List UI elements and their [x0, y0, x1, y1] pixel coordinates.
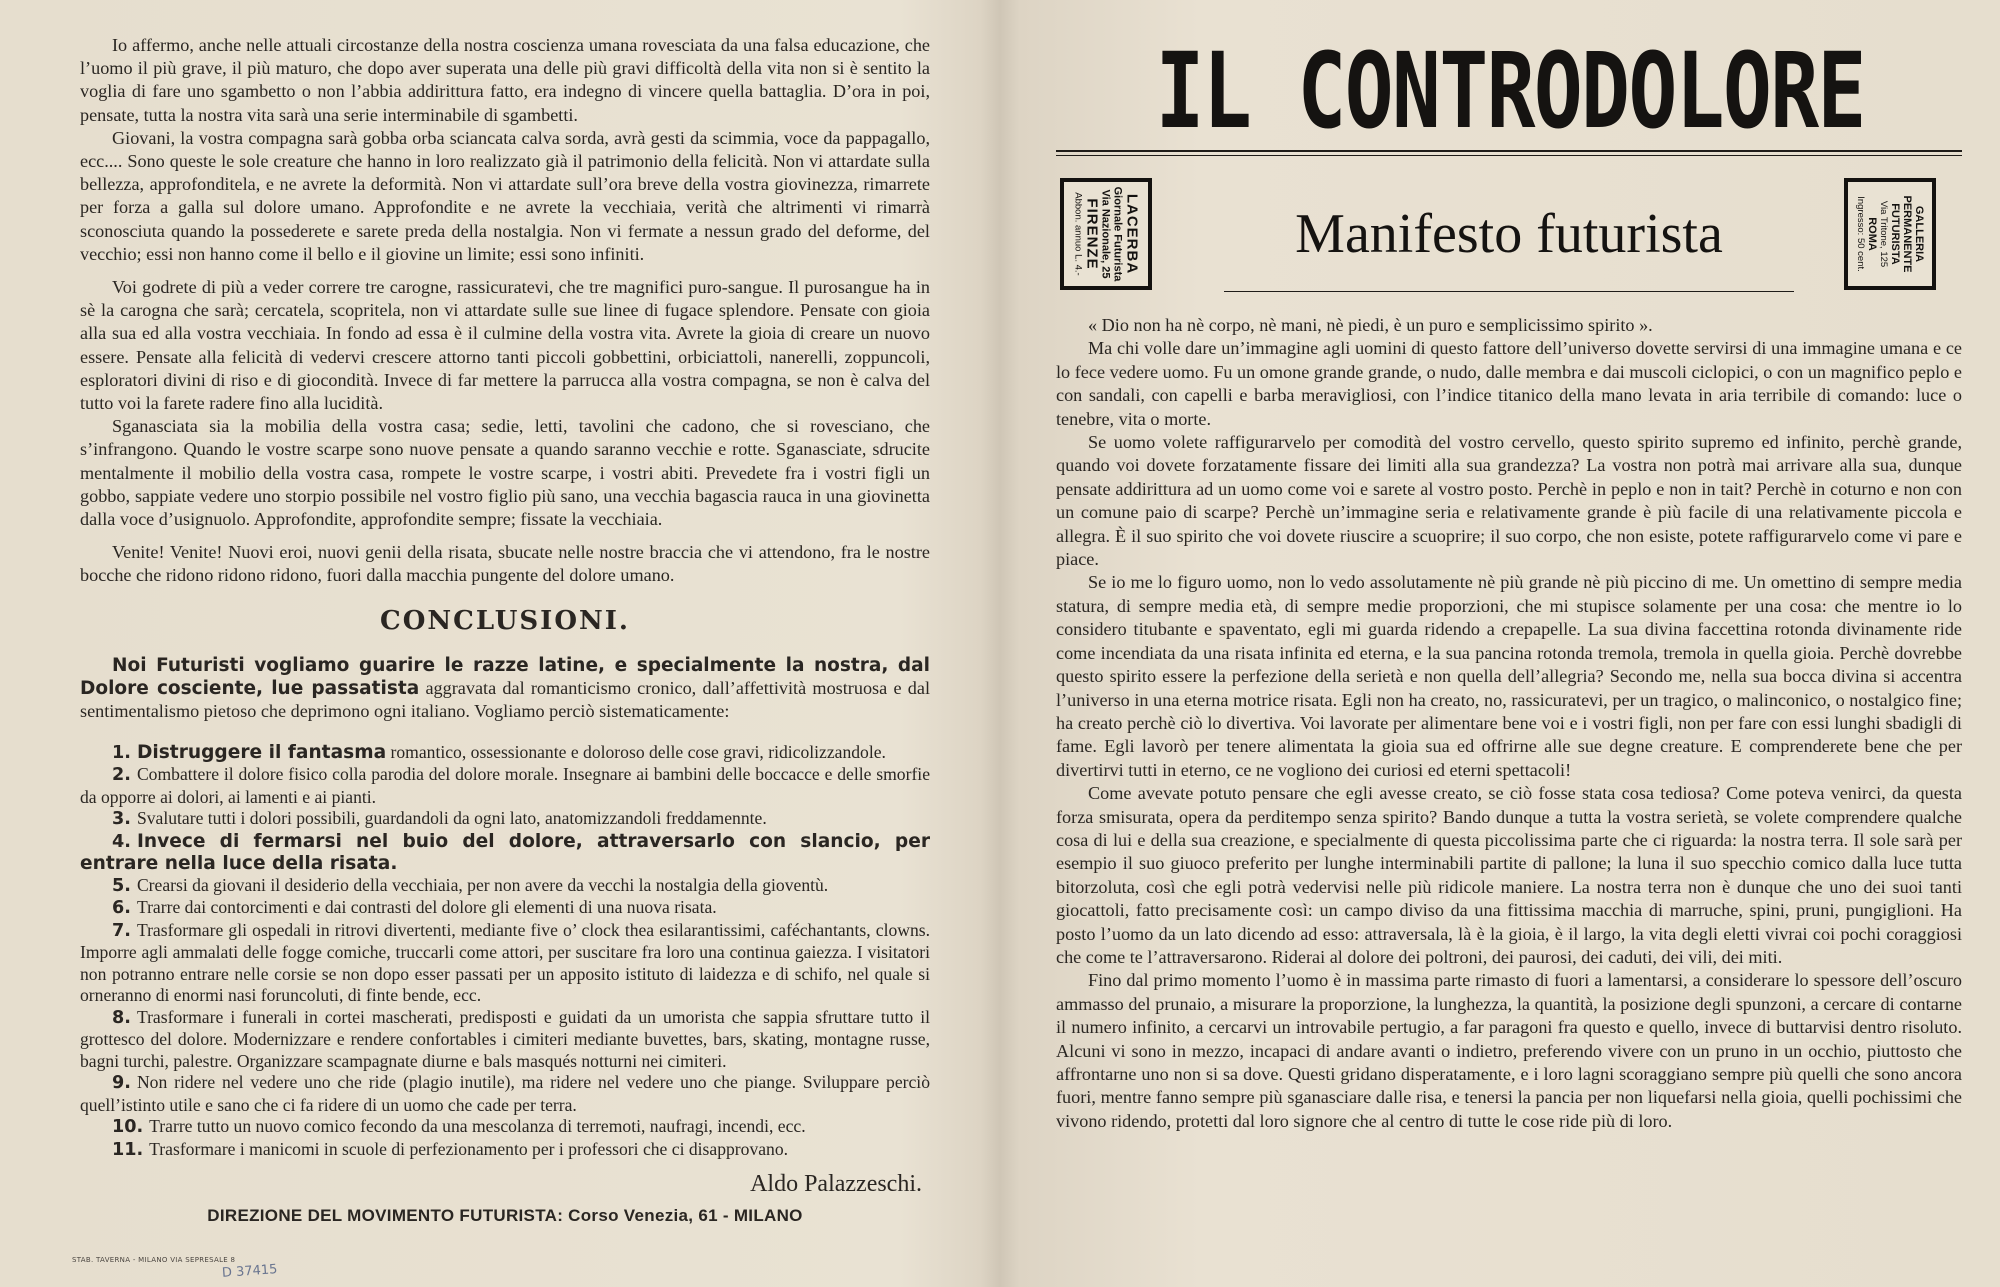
galleria-ticket: Ingresso: 50 cent. — [1855, 196, 1866, 272]
left-paragraph-5: Venite! Venite! Nuovi eroi, nuovi genii della risata, sbucate nelle nostre braccia che vi attendono, fra le nostre bocche che ridono ridono ridono, fuori dalla macchia pungente del dolore umano. — [80, 542, 930, 586]
conclusion-item-5 — [80, 875, 930, 898]
item-number: 1. — [112, 742, 131, 763]
conclusions-list — [80, 742, 930, 1162]
conclusion-item-9 — [80, 1072, 930, 1116]
item-text: Trasformare i funerali in cortei mascherati, predisposti e guidati da un umorista che sappia sfruttare tutto il grottesco del dolore. Modernizzare e rendere confortables i cimiteri mediante buvettes, bars, skating, montagne russe, bagni turchi, palestre. Organizzare scampagnate diurne e bals masqués notturni nei cimiteri. — [80, 1006, 930, 1071]
item-number: 2. — [112, 765, 131, 786]
lacerba-box-text — [1073, 185, 1140, 283]
item-text: Svalutare tutti i dolori possibili, guardandoli da ogni lato, anatomizzandoli freddamennte. — [136, 808, 767, 829]
galleria-box-text — [1855, 185, 1925, 283]
item-number: 8. — [112, 1007, 131, 1028]
right-paragraph-4: Come avevate potuto pensare che egli avesse creato, se ciò fosse stata cosa tediosa? Come poteva venirci, da questa forza smisurata, opera da perditempo senza spirito? Bando dunque a tutta la vostra serietà, se volete comprendere qualche cosa di lui e della sua creazione, e specialmente di questa piccolissima parte che ci riguarda: la nostra terra. Il sole sarà per esempio il suo giuoco preferito per lunghe interminabili partite di pallone; la luna il suo specchio comico dalla luce tutta bitorzoluta, così che egli potrà vedervisi nelle più ridicole maniere. La nostra terra non è dunque che uno dei suoi tanti giocattoli, fatto precisamente così: un campo diviso da una fittissima macchia di marruche, spini, pruni, pungiglioni. Ha posto l’uomo da un lato dicendo ad esso: attraversala, là è la gioia, è il largo, la vita degli eletti vivrai coi pochi coraggiosi che come te l’attraversarono. Riderai al dolore dei poltroni, dei paurosi, dei caduti, dei vili, dei miti. — [1056, 783, 1962, 967]
item-number: 11. — [112, 1139, 144, 1160]
conclusion-item-7 — [80, 920, 930, 1007]
right-paragraph-2: Se uomo volete raffigurarvelo per comodità del vostro cervello, questo spirito supremo ed infinito, perchè grande, quando voi dovete forzatamente fissare dei limiti alla sua grandezza? La vostra non potrà mai arrivare alla sua, dunque pensate addirittura ad un uomo come voi e sarete al vostro posto. Perchè in peplo e non in tait? Perchè in coturno e non con un comune paio di scarpe? Perchè un’immagine seria e relativamente grande è più facile di una relativamente piccola e allegra. È il suo spirito che voi dovete riuscire a scuoprire; il suo corpo, che non esiste, potete raffigurarvelo come vi pare e piace. — [1056, 432, 1962, 570]
item-number: 6. — [112, 898, 131, 919]
galleria-line-1: GALLERIA — [1913, 205, 1925, 263]
right-quote: « Dio non ha nè corpo, nè mani, nè piedi, è un puro e semplicissimo spirito ». — [1088, 315, 1653, 335]
item-number: 10. — [112, 1117, 144, 1138]
item-text: Combattere il dolore fisico colla parodia del dolore morale. Insegnare ai bambini delle boccacce e delle smorfie da opporre ai dolori, ai lamenti e ai pianti. — [80, 764, 930, 807]
galleria-line-3: FUTURISTA — [1889, 203, 1901, 265]
item-text: Trarre tutto un nuovo comico fecondo da una mescolanza di terremoti, naufragi, incendi, ecc. — [149, 1116, 806, 1137]
item-bold: Distruggere il fantasma — [136, 741, 387, 763]
right-paragraph-5: Fino dal primo momento l’uomo è in massima parte rimasto di fuori a lamentarsi, a considerare lo spessore dell’oscuro ammasso del prunaio, a misurare la proporzione, la lunghezza, la quantità, la posizione degli spunzoni, a cercare di contarne il numero infinito, a cercarvi un introvabile pertugio, a far paragoni fra questo e quello, invece di buttarvisi dentro risoluto. Alcuni vi sono in mezzo, incapaci di andare avanti o indietro, preferendo vivere con un pruno in un occhio, piuttosto che affrontarne uno non si sa dove. Questi gridano disperatamente, e i loro lagni scoraggiano sempre più quelli che sono ancora fuori, mentre fanno sempre più sganasciare dalle risa, e tenersi la pancia per non liquefarsi nella gioia, quelli pochissimi che vivono ridendo, protetti dal loro signore che al centro di tutte le cose ride più di loro. — [1056, 970, 1962, 1131]
main-title: IL CONTRODOLORE — [1155, 30, 1865, 152]
right-paragraph-3: Se io me lo figuro uomo, non lo vedo assolutamente nè più grande nè più piccino di me. Un omettino di sempre media statura, di sempre media età, di sempre medie proporzioni, che mi stupisce solamente per una cosa: che mentre io lo considero titubante e spaventato, egli mi guarda ridendo a crepapelle. La sua divina faccettina rotonda divinamente ride come incendiata da una risata infinita ed eterna, e la sua pancina rotonda tremola, tremola in quella gioia. Perchè dovrebbe questo spirito essere la perfezione della serietà e non quella dell’allegria? Secondo me, nella sua bocca divina si accentra l’universo in una eterna motrice risata. Egli non ha creato, no, rassicuratevi, per un tragico, o malinconico, o nostalgico fine; ha creato perchè ciò lo divertiva. Voi lavorate per alimentare bene voi e i vostri figli, non per fare con essi lunghi sbadigli di fame. Egli lavorò per tenere alimentata la gioia sua ed offrirne alle sue degne creature. E comprenderete bene che per divertirvi tutti in eterno, ce ne vogliono dei curiosi ed eterni spettacoli! — [1056, 572, 1962, 780]
item-number: 5. — [112, 875, 131, 896]
item-text: Trasformare i manicomi in scuole di perfezionamento per i professori che ci disapprovano. — [149, 1138, 789, 1159]
header-row — [1056, 178, 1962, 288]
subtitle: Manifesto futurista — [1295, 203, 1723, 265]
right-body — [1056, 314, 1962, 1133]
galleria-box — [1844, 178, 1936, 290]
lacerba-subscription: Abbon. annuo L. 4.- — [1072, 192, 1084, 276]
item-text: romantico, ossessionante e doloroso delle cose gravi, ridicolizzandole. — [386, 741, 886, 762]
lacerba-city: FIRENZE — [1083, 198, 1101, 270]
conclusion-item-4 — [80, 831, 930, 875]
item-text: Trasformare gli ospedali in ritrovi divertenti, mediante five o’ clock thea esilarantissimi, caféchantants, clowns. Imporre agli ammalati delle fogge comiche, truccarli come attori, per suscitare fra loro una continua gaiezza. I visitatori non potranno entrare nelle corsie se non dopo esser passati per un apposito istituto di laidezza e di schifo, nel quale si orneranno di enormi nasi foruncoluti, di finte bende, ecc. — [80, 919, 930, 1006]
conclusions-intro — [80, 654, 930, 724]
conclusion-item-11 — [80, 1139, 930, 1162]
conclusion-item-3 — [80, 808, 930, 831]
left-page — [80, 34, 930, 1226]
item-bold: Invece di fermarsi nel buio del dolore, attraversarlo con slancio, per entrare nella luce della risata. — [80, 830, 930, 875]
lacerba-desc: Giornale Futurista — [1111, 186, 1124, 282]
lacerba-box — [1060, 178, 1152, 290]
item-number: 9. — [112, 1073, 131, 1094]
right-page — [1056, 30, 1962, 1133]
galleria-line-2: PERMANENTE — [1901, 195, 1913, 273]
right-paragraph-1: Ma chi volle dare un’immagine agli uomini di questo fattore dell’universo dovette servirsi di una immagine umana e ce lo fece vedere uomo. Fu un omone grande grande, o nudo, dalle membra e dai muscoli ciclopici, o con un magnifico peplo e con sandali, con capelli e barba meravigliosi, con l’indice titanico della mano levata in aria terribile di comando: luce o tenebre, vita o morte. — [1056, 338, 1962, 429]
left-paragraph-3: Voi godrete di più a veder correre tre carogne, rassicuratevi, che tre magnifici puro-sangue. Il purosangue ha in sè la carogna che sarà; cercatela, scopritela, non vi attardate sulle sue linee di fugace splendore. Pensate con gioia alla sua ed alla vostra vecchiaia. In fondo ad essa è il culmine della vostra vita. Avrete la gioia di creare un nuovo essere. Pensate alla felicità di vedervi crescere attorno tanti piccoli gobbettini, orbiciattoli, nanerelli, zoppuncoli, esploratori divini di riso e di giocondità. Invece di far mettere la parrucca alla vostra compagna, se non è calva del tutto voi la farete radere fino alla lucidità. — [80, 277, 930, 414]
left-paragraph-2: Giovani, la vostra compagna sarà gobba orba sciancata calva sorda, avrà gesti da scimmia, voce da pappagallo, ecc.... Sono queste le sole creature che hanno in loro realizzato già il patrimonio della felicità. Non vi attardate sulla bellezza, approfonditela, e ne avrete la deformità. Non vi attardate sull’ora breve della vostra giovinezza, rimarrete per forza a galla sul dolore umano. Approfondite e ne avrete la vecchiaia, verità che altrimenti vi rimarrà sconosciuta quando la possederete e sarete preda della nostalgia. Non vi fermate a nessun grado del deforme, del vecchio; essi non hanno come il bello e il giovine un limite; essi sono infiniti. — [80, 127, 930, 264]
title-rule-thin — [1056, 155, 1962, 156]
conclusions-heading: CONCLUSIONI. — [380, 605, 630, 636]
lacerba-name: LACERBA — [1123, 193, 1141, 275]
conclusion-item-6 — [80, 897, 930, 920]
item-number: 4. — [112, 831, 131, 852]
conclusion-item-2 — [80, 764, 930, 808]
item-text: Non ridere nel vedere uno che ride (plagio inutile), ma ridere nel vedere uno che piange. Sviluppare perciò quell’istinto utile e sano che ci fa ridere di un uomo che cade per terra. — [80, 1072, 930, 1115]
conclusions-intro-rest: aggravata dal romanticismo cronico, dall’affettività mostruosa e dal sentimentalismo pietoso che deprimono ogni italiano. Vogliamo perciò sistematicamente: — [80, 678, 931, 722]
conclusion-item-8 — [80, 1007, 930, 1073]
galleria-city: ROMA — [1866, 217, 1878, 251]
item-text: Trarre dai contorcimenti e dai contrasti del dolore gli elementi di una nuova risata. — [136, 897, 717, 918]
conclusion-item-1 — [80, 742, 930, 765]
author-signature: Aldo Palazzeschi. — [750, 1171, 922, 1198]
conclusion-item-10 — [80, 1116, 930, 1139]
subtitle-rule — [1224, 291, 1794, 292]
left-paragraph-1: Io affermo, anche nelle attuali circostanze della nostra coscienza umana rovesciata da una falsa educazione, che l’uomo il più grave, il più maturo, che dopo aver superata una delle più gravi difficoltà della vita non si è sentito la voglia di fare uno sgambetto o non l’abbia addirittura fatto, era indegno di vincere quella battaglia. D’ora in poi, pensate, tutta la nostra vita sarà una serie interminabile di sgambetti. — [80, 35, 930, 125]
direzione-address: DIREZIONE DEL MOVIMENTO FUTURISTA: Corso Venezia, 61 - MILANO — [207, 1206, 803, 1226]
printer-imprint: STAB. TAVERNA - MILANO VIA SEPRESALE 8 — [72, 1256, 236, 1264]
item-number: 7. — [112, 920, 131, 941]
archive-mark: D 37415 — [221, 1262, 278, 1281]
left-paragraph-4: Sganasciata sia la mobilia della vostra casa; sedie, letti, tavolini che cadono, che si rovesciano, che s’infrangono. Quando le vostre scarpe sono nuove pensate a quando saranno vecchie e rotte. Sganasciate, sdrucite mentalmente il mobilio della vostra casa, rompete le vostre scarpe, i vostri abiti. Prevedete fra i vostri figli un gobbo, sappiate vedere uno storpio possibile nel vostro figlio più sano, una vecchia bagascia rauca in una giovinetta dalla voce d’usignuolo. Approfondite, approfondite sempre; fissate la vecchiaia. — [80, 416, 930, 530]
galleria-address: Via Tritone, 125 — [1878, 200, 1889, 268]
lacerba-address: Via Nazionale, 25 — [1099, 189, 1112, 279]
conclusions-intro-bold: Noi Futuristi vogliamo guarire le razze latine, e specialmente la nostra, dal Dolore cosciente, lue passatista — [80, 654, 930, 700]
item-text: Crearsi da giovani il desiderio della vecchiaia, per non avere da vecchi la nostalgia della gioventù. — [136, 874, 829, 895]
item-number: 3. — [112, 809, 131, 830]
